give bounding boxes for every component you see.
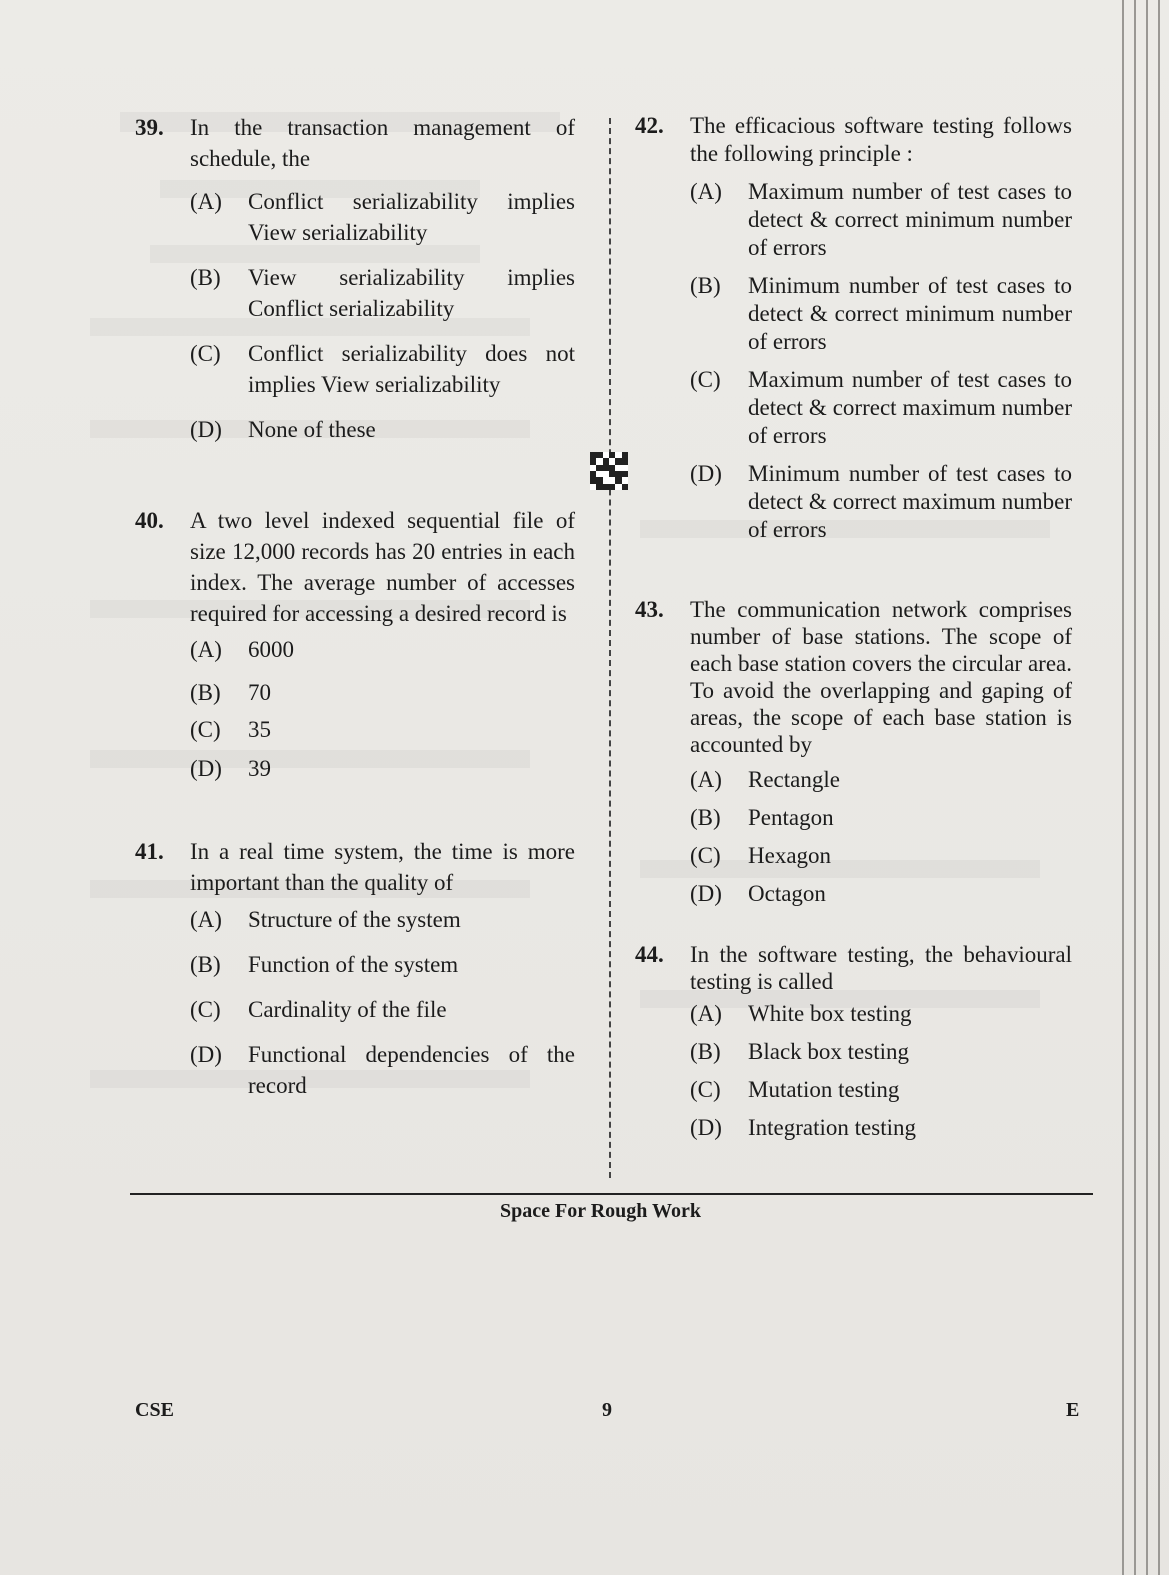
question-40 bbox=[135, 505, 575, 784]
option-text: Cardinality of the file bbox=[248, 997, 447, 1022]
option-a bbox=[690, 1000, 1072, 1027]
option-d bbox=[690, 880, 1072, 907]
option-label: (C) bbox=[190, 997, 221, 1022]
option-text: Mutation testing bbox=[748, 1077, 900, 1102]
option-text: Functional dependencies of the record bbox=[248, 1042, 575, 1098]
option-text: Structure of the system bbox=[248, 907, 461, 932]
option-label: (D) bbox=[190, 1042, 222, 1067]
question-number: 44. bbox=[635, 942, 664, 967]
option-text: White box testing bbox=[748, 1001, 912, 1026]
option-label: (A) bbox=[690, 767, 722, 792]
question-41 bbox=[135, 836, 575, 1101]
option-text: Rectangle bbox=[748, 767, 840, 792]
option-d bbox=[190, 414, 575, 445]
question-number: 41. bbox=[135, 839, 164, 864]
binding-line bbox=[1146, 0, 1148, 1575]
option-label: (C) bbox=[690, 367, 721, 392]
footer-page-number: 9 bbox=[602, 1399, 612, 1421]
option-label: (B) bbox=[190, 265, 221, 290]
option-c bbox=[190, 994, 575, 1025]
footer-subject: CSE bbox=[135, 1399, 174, 1421]
option-label: (D) bbox=[190, 756, 222, 781]
option-label: (A) bbox=[690, 1001, 722, 1026]
option-label: (D) bbox=[690, 1115, 722, 1140]
option-label: (D) bbox=[190, 417, 222, 442]
option-text: View serializability implies Conflict serializability bbox=[248, 265, 575, 321]
option-text: Conflict serializability implies View serializability bbox=[248, 189, 575, 245]
option-label: (C) bbox=[190, 717, 221, 742]
option-text: Octagon bbox=[748, 881, 826, 906]
option-text: Conflict serializability does not implies View serializability bbox=[248, 341, 575, 397]
option-text: 39 bbox=[248, 756, 271, 781]
option-text: 70 bbox=[248, 680, 271, 705]
binding-line bbox=[1134, 0, 1136, 1575]
question-43 bbox=[635, 596, 1072, 907]
question-text: In the software testing, the behavioural testing is called bbox=[690, 942, 1072, 994]
option-b bbox=[190, 262, 575, 324]
question-number: 39. bbox=[135, 115, 164, 140]
question-text: In a real time system, the time is more important than the quality of bbox=[190, 839, 575, 895]
option-text: 6000 bbox=[248, 637, 294, 662]
option-a bbox=[190, 186, 575, 248]
option-label: (B) bbox=[690, 1039, 721, 1064]
option-text: Integration testing bbox=[748, 1115, 916, 1140]
option-text: Maximum number of test cases to detect & correct minimum number of errors bbox=[748, 179, 1072, 260]
option-text: Maximum number of test cases to detect & correct maximum number of errors bbox=[748, 367, 1072, 448]
option-label: (B) bbox=[190, 680, 221, 705]
option-text: Pentagon bbox=[748, 805, 834, 830]
rough-work-label: Space For Rough Work bbox=[500, 1200, 701, 1222]
option-c bbox=[690, 842, 1072, 869]
option-label: (D) bbox=[690, 881, 722, 906]
option-b bbox=[190, 949, 575, 980]
horizontal-rule bbox=[130, 1193, 1093, 1195]
left-column bbox=[135, 112, 575, 1101]
question-text: The communication network comprises number of base stations. The scope of each base station covers the circular area. To avoid the overlapping and gaping of areas, the scope of each base station is accounted by bbox=[690, 597, 1072, 757]
option-text: None of these bbox=[248, 417, 376, 442]
option-text: Hexagon bbox=[748, 843, 832, 868]
option-d bbox=[690, 1114, 1072, 1141]
question-number: 40. bbox=[135, 508, 164, 533]
option-b bbox=[690, 1038, 1072, 1065]
option-b bbox=[190, 677, 575, 708]
option-b bbox=[690, 272, 1072, 356]
option-label: (A) bbox=[190, 637, 222, 662]
option-a bbox=[690, 178, 1072, 262]
option-label: (A) bbox=[190, 189, 222, 214]
question-text: The efficacious software testing follows the following principle : bbox=[690, 113, 1072, 166]
column-divider bbox=[609, 118, 611, 1178]
option-c bbox=[190, 714, 575, 745]
option-text: Black box testing bbox=[748, 1039, 909, 1064]
option-text: Function of the system bbox=[248, 952, 459, 977]
option-text: Minimum number of test cases to detect & correct minimum number of errors bbox=[748, 273, 1072, 354]
question-42 bbox=[635, 112, 1072, 544]
option-c bbox=[690, 1076, 1072, 1103]
question-text: In the transaction management of schedule, the bbox=[190, 115, 575, 171]
option-c bbox=[190, 338, 575, 400]
question-39 bbox=[135, 112, 575, 445]
option-a bbox=[690, 766, 1072, 793]
option-a bbox=[190, 634, 575, 665]
option-d bbox=[690, 460, 1072, 544]
option-text: Minimum number of test cases to detect & correct maximum number of errors bbox=[748, 461, 1072, 542]
right-column bbox=[635, 112, 1072, 1141]
option-d bbox=[190, 753, 575, 784]
option-label: (A) bbox=[190, 907, 222, 932]
option-c bbox=[690, 366, 1072, 450]
option-text: 35 bbox=[248, 717, 271, 742]
option-label: (C) bbox=[690, 1077, 721, 1102]
question-number: 42. bbox=[635, 113, 664, 138]
binding-line bbox=[1122, 0, 1124, 1575]
option-a bbox=[190, 904, 575, 935]
option-label: (C) bbox=[690, 843, 721, 868]
option-b bbox=[690, 804, 1072, 831]
option-label: (D) bbox=[690, 461, 722, 486]
option-d bbox=[190, 1039, 575, 1101]
option-label: (B) bbox=[690, 805, 721, 830]
option-label: (C) bbox=[190, 341, 221, 366]
question-44 bbox=[635, 941, 1072, 1141]
option-label: (B) bbox=[690, 273, 721, 298]
option-label: (B) bbox=[190, 952, 221, 977]
footer-series: E bbox=[1066, 1399, 1080, 1421]
question-text: A two level indexed sequential file of size 12,000 records has 20 entries in each index. The average number of accesses required for accessing a desired record is bbox=[190, 508, 575, 626]
qr-code-icon bbox=[590, 452, 628, 490]
option-label: (A) bbox=[690, 179, 722, 204]
binding-line bbox=[1158, 0, 1160, 1575]
question-number: 43. bbox=[635, 597, 664, 622]
